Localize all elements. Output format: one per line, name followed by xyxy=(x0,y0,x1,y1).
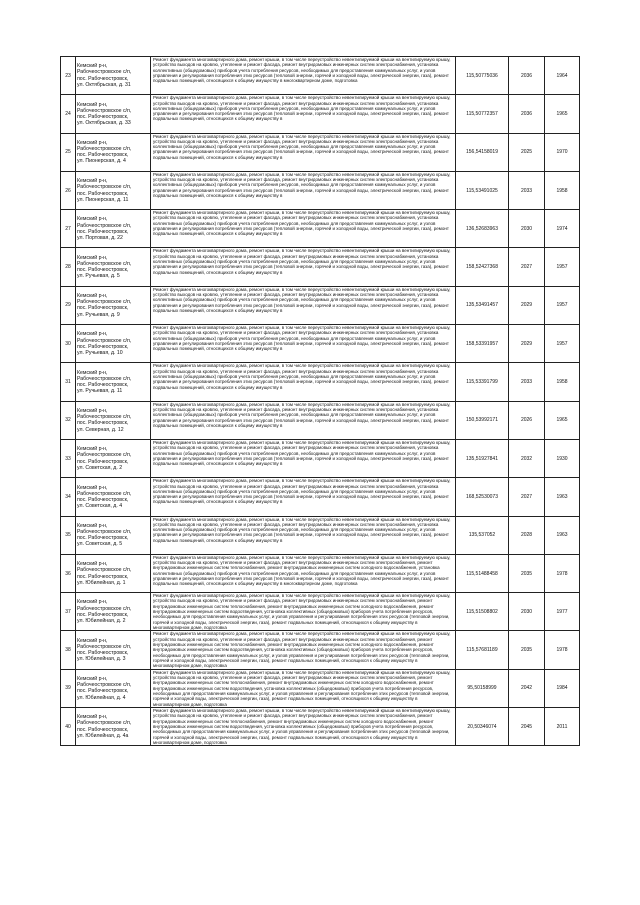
cost-cell: 135,537052 xyxy=(456,516,509,554)
address-cell: Кемский р-н, Рабочеостровское с/п, пос. Рабочеостровск, ул. Пионерская, д. 4 xyxy=(76,133,151,171)
planned-year-cell: 2029 xyxy=(509,286,545,324)
document-page xyxy=(60,56,580,746)
address-cell: Кемский р-н, Рабочеостровское с/п, пос. Рабочеостровск, ул. Советская, д. 5 xyxy=(76,516,151,554)
built-year-cell: 1970 xyxy=(545,133,580,171)
row-number-cell: 38 xyxy=(61,631,76,669)
row-number-cell: 32 xyxy=(61,401,76,439)
works-text: Ремонт фундамента многоквартирного дома, ремонт крыши, в том числе переустройство невентилируемой крыши на вентилируемую крышу, устройство выходов на кровлю, утепление и ремонт фасада, ремонт внутридомовых инженерных систем электроснабжения, ремонт внутридомовых инженерных систем теплоснабжения, ремонт внутридомовых инженерных систем холодного водоснабжения, ремонт внутридомовых инженерных систем водоотведения, установка коллективных (общедомовых) приборов учета потребления ресурсов, необходимых для предоставления коммунальных услуг, и узлов управления и регулирования потребления этих ресурсов (тепловой энергии, горячей и холодной воды, электрической энергии, газа), ремонт подвальных помещений, относящихся к общему имуществу в многоквартирном доме, подготовка xyxy=(153,593,451,630)
capital-repair-table xyxy=(60,56,580,746)
works-cell xyxy=(151,133,456,171)
works-text: Ремонт фундамента многоквартирного дома, ремонт крыши, в том числе переустройство невентилируемой крыши на вентилируемую крышу, устройство выходов на кровлю, утепление и ремонт фасада, ремонт внутридомовых инженерных систем электроснабжения, установка коллективных (общедомовых) приборов учета потребления ресурсов, необходимых для предоставления коммунальных услуг, и узлов управления и регулирования потребления этих ресурсов (тепловой энергии, горячей и холодной воды, электрической энергии, газа), ремонт подвальных помещений, относящихся к общему имуществу в xyxy=(153,248,451,275)
row-number-cell: 39 xyxy=(61,669,76,707)
works-text: Ремонт фундамента многоквартирного дома, ремонт крыши, в том числе переустройство невентилируемой крыши на вентилируемую крышу, устройство выходов на кровлю, утепление и ремонт фасада, ремонт внутридомовых инженерных систем электроснабжения, установка коллективных (общедомовых) приборов учета потребления ресурсов, необходимых для предоставления коммунальных услуг, и узлов управления и регулирования потребления этих ресурсов (тепловой энергии, горячей и холодной воды, электрической энергии, газа), ремонт подвальных помещений, относящихся к общему имуществу в xyxy=(153,363,451,390)
address-cell: Кемский р-н, Рабочеостровское с/п, пос. Рабочеостровск, ул. Юбилейная, д. 1 xyxy=(76,554,151,592)
works-text: Ремонт фундамента многоквартирного дома, ремонт крыши, в том числе переустройство невентилируемой крыши на вентилируемую крышу, устройство выходов на кровлю, утепление и ремонт фасада, ремонт внутридомовых инженерных систем электроснабжения, установка коллективных (общедомовых) приборов учета потребления ресурсов, необходимых для предоставления коммунальных услуг, и узлов управления и регулирования потребления этих ресурсов (тепловой энергии, горячей и холодной воды, электрической энергии, газа), ремонт подвальных помещений, относящихся к общему имуществу в xyxy=(153,401,451,428)
table-row xyxy=(61,593,580,631)
cost-cell: 115,57681189 xyxy=(456,631,509,669)
row-number-cell: 31 xyxy=(61,363,76,401)
planned-year-cell: 2028 xyxy=(509,516,545,554)
works-text: Ремонт фундамента многоквартирного дома, ремонт крыши, в том числе переустройство невентилируемой крыши на вентилируемую крышу, устройство выходов на кровлю, утепление и ремонт фасада, ремонт внутридомовых инженерных систем электроснабжения, ремонт внутридомовых инженерных систем теплоснабжения, ремонт внутридомовых инженерных систем холодного водоснабжения, ремонт внутридомовых инженерных систем водоотведения, установка коллективных (общедомовых) приборов учета потребления ресурсов, необходимых для предоставления коммунальных услуг, и узлов управления и регулирования потребления этих ресурсов (тепловой энергии, горячей и холодной воды, электрической энергии, газа), ремонт подвальных помещений, относящихся к общему имуществу в многоквартирном доме, подготовка xyxy=(153,708,451,745)
address-cell: Кемский р-н, Рабочеостровское с/п, пос. Рабочеостровск, ул. Октябрьская, д. 33 xyxy=(76,95,151,133)
planned-year-cell: 2027 xyxy=(509,248,545,286)
works-cell xyxy=(151,708,456,746)
address-cell: Кемский р-н, Рабочеостровское с/п, пос. Рабочеостровск, ул. Юбилейная, д. 4 xyxy=(76,669,151,707)
works-text: Ремонт фундамента многоквартирного дома, ремонт крыши, в том числе переустройство невентилируемой крыши на вентилируемую крышу, устройство выходов на кровлю, утепление и ремонт фасада, ремонт внутридомовых инженерных систем электроснабжения, установка коллективных (общедомовых) приборов учета потребления ресурсов, необходимых для предоставления коммунальных услуг, и узлов управления и регулирования потребления этих ресурсов (тепловой энергии, горячей и холодной воды, электрической энергии, газа), ремонт подвальных помещений, относящихся к общему имуществу в xyxy=(153,95,451,122)
table-row xyxy=(61,133,580,171)
address-cell: Кемский р-н, Рабочеостровское с/п, пос. Рабочеостровск, ул. Юбилейная, д. 3 xyxy=(76,631,151,669)
planned-year-cell: 2042 xyxy=(509,669,545,707)
built-year-cell: 1977 xyxy=(545,593,580,631)
table-row xyxy=(61,669,580,707)
row-number-cell: 26 xyxy=(61,171,76,209)
row-number-cell: 27 xyxy=(61,210,76,248)
row-number-cell: 35 xyxy=(61,516,76,554)
planned-year-cell: 2029 xyxy=(509,325,545,363)
table-row xyxy=(61,631,580,669)
works-cell xyxy=(151,439,456,477)
address-cell: Кемский р-н, Рабочеостровское с/п, пос. Рабочеостровск, ул. Ручьевая, д. 11 xyxy=(76,363,151,401)
address-cell: Кемский р-н, Рабочеостровское с/п, пос. Рабочеостровск, ул. Октябрьская, д. 31 xyxy=(76,57,151,95)
built-year-cell: 2011 xyxy=(545,708,580,746)
table-row xyxy=(61,439,580,477)
planned-year-cell: 2026 xyxy=(509,401,545,439)
works-text: Ремонт фундамента многоквартирного дома, ремонт крыши, в том числе переустройство невентилируемой крыши на вентилируемую крышу, устройство выходов на кровлю, утепление и ремонт фасада, ремонт внутридомовых инженерных систем электроснабжения, ремонт внутридомовых инженерных систем теплоснабжения, ремонт внутридомовых инженерных систем холодного водоснабжения, ремонт внутридомовых инженерных систем водоотведения, установка коллективных (общедомовых) приборов учета потребления ресурсов, необходимых для предоставления коммунальных услуг, и узлов управления и регулирования потребления этих ресурсов (тепловой энергии, горячей и холодной воды, электрической энергии, газа), ремонт подвальных помещений, относящихся к общему имуществу в многоквартирном доме, подготовка xyxy=(153,631,451,669)
row-number-cell: 36 xyxy=(61,554,76,592)
built-year-cell: 1957 xyxy=(545,286,580,324)
works-text: Ремонт фундамента многоквартирного дома, ремонт крыши, в том числе переустройство невентилируемой крыши на вентилируемую крышу, устройство выходов на кровлю, утепление и ремонт фасада, ремонт внутридомовых инженерных систем электроснабжения, установка коллективных (общедомовых) приборов учета потребления ресурсов, необходимых для предоставления коммунальных услуг, и узлов управления и регулирования потребления этих ресурсов (тепловой энергии, горячей и холодной воды, электрической энергии, газа), ремонт подвальных помещений, относящихся к общему имуществу в xyxy=(153,478,451,505)
table-row xyxy=(61,325,580,363)
row-number-cell: 37 xyxy=(61,593,76,631)
planned-year-cell: 2036 xyxy=(509,57,545,95)
cost-cell: 156,54158019 xyxy=(456,133,509,171)
cost-cell: 158,52427368 xyxy=(456,248,509,286)
address-cell: Кемский р-н, Рабочеостровское с/п, пос. Рабочеостровск, ул. Пионерская, д. 11 xyxy=(76,171,151,209)
planned-year-cell: 2032 xyxy=(509,439,545,477)
cost-cell: 115,53491025 xyxy=(456,171,509,209)
planned-year-cell: 2030 xyxy=(509,210,545,248)
address-cell: Кемский р-н, Рабочеостровское с/п, пос. Рабочеостровск, ул. Советская, д. 4 xyxy=(76,478,151,516)
cost-cell: 20,50346074 xyxy=(456,708,509,746)
works-cell xyxy=(151,593,456,631)
works-text: Ремонт фундамента многоквартирного дома, ремонт крыши, в том числе переустройство невентилируемой крыши на вентилируемую крышу, устройство выходов на кровлю, утепление и ремонт фасада, ремонт внутридомовых инженерных систем электроснабжения, установка коллективных (общедомовых) приборов учета потребления ресурсов, необходимых для предоставления коммунальных услуг, и узлов управления и регулирования потребления этих ресурсов (тепловой энергии, горячей и холодной воды, электрической энергии, газа), ремонт подвальных помещений, относящихся к общему имуществу в xyxy=(153,325,451,352)
planned-year-cell: 2027 xyxy=(509,478,545,516)
planned-year-cell: 2035 xyxy=(509,554,545,592)
planned-year-cell: 2035 xyxy=(509,631,545,669)
works-cell xyxy=(151,363,456,401)
works-cell xyxy=(151,248,456,286)
table-row xyxy=(61,363,580,401)
built-year-cell: 1958 xyxy=(545,171,580,209)
address-cell: Кемский р-н, Рабочеостровское с/п, пос. Рабочеостровск, ул. Ручьевая, д. 9 xyxy=(76,286,151,324)
works-text: Ремонт фундамента многоквартирного дома, ремонт крыши, в том числе переустройство невентилируемой крыши на вентилируемую крышу, устройство выходов на кровлю, утепление и ремонт фасада, ремонт внутридомовых инженерных систем электроснабжения, установка коллективных (общедомовых) приборов учета потребления ресурсов, необходимых для предоставления коммунальных услуг, и узлов управления и регулирования потребления этих ресурсов (тепловой энергии, горячей и холодной воды, электрической энергии, газа), ремонт подвальных помещений, относящихся к общему имуществу в xyxy=(153,133,451,160)
row-number-cell: 29 xyxy=(61,286,76,324)
built-year-cell: 1965 xyxy=(545,95,580,133)
cost-cell: 95,50158999 xyxy=(456,669,509,707)
works-text: Ремонт фундамента многоквартирного дома, ремонт крыши, в том числе переустройство невентилируемой крыши на вентилируемую крышу, устройство выходов на кровлю, утепление и ремонт фасада, ремонт внутридомовых инженерных систем электроснабжения, ремонт внутридомовых инженерных систем теплоснабжения, ремонт внутридомовых инженерных систем холодного водоснабжения, ремонт внутридомовых инженерных систем водоотведения, установка коллективных (общедомовых) приборов учета потребления ресурсов, необходимых для предоставления коммунальных услуг, и узлов управления и регулирования потребления этих ресурсов (тепловой энергии, горячей и холодной воды, электрической энергии, газа), ремонт подвальных помещений, относящихся к общему имуществу в многоквартирном доме, подготовка xyxy=(153,669,451,707)
row-number-cell: 28 xyxy=(61,248,76,286)
table-row xyxy=(61,57,580,95)
works-cell xyxy=(151,95,456,133)
works-text: Ремонт фундамента многоквартирного дома, ремонт крыши, в том числе переустройство невентилируемой крыши на вентилируемую крышу, устройство выходов на кровлю, утепление и ремонт фасада, ремонт внутридомовых инженерных систем электроснабжения, установка коллективных (общедомовых) приборов учета потребления ресурсов, необходимых для предоставления коммунальных услуг, и узлов управления и регулирования потребления этих ресурсов (тепловой энергии, горячей и холодной воды, электрической энергии, газа), ремонт подвальных помещений, относящихся к общему имуществу в xyxy=(153,439,451,467)
table-row xyxy=(61,478,580,516)
built-year-cell: 1930 xyxy=(545,439,580,477)
built-year-cell: 1963 xyxy=(545,478,580,516)
table-row xyxy=(61,708,580,746)
works-cell xyxy=(151,631,456,669)
row-number-cell: 24 xyxy=(61,95,76,133)
address-cell: Кемский р-н, Рабочеостровское с/п, пос. Рабочеостровск, ул. Юбилейная, д. 4а xyxy=(76,708,151,746)
works-cell xyxy=(151,57,456,95)
row-number-cell: 25 xyxy=(61,133,76,171)
cost-cell: 115,50772357 xyxy=(456,95,509,133)
works-text: Ремонт фундамента многоквартирного дома, ремонт крыши, в том числе переустройство невентилируемой крыши на вентилируемую крышу, устройство выходов на кровлю, утепление и ремонт фасада, ремонт внутридомовых инженерных систем электроснабжения, ремонт внутридомовых инженерных систем теплоснабжения, ремонт внутридомовых инженерных систем холодного водоснабжения, установка коллективных (общедомовых) приборов учета потребления ресурсов, необходимых для предоставления коммунальных услуг, и узлов управления и регулирования потребления этих ресурсов (тепловой энергии, горячей и холодной воды, электрической энергии, газа), ремонт подвальных помещений, относящихся к общему имуществу в многоквартирном доме, подготовка xyxy=(153,554,451,587)
row-number-cell: 23 xyxy=(61,57,76,95)
row-number-cell: 34 xyxy=(61,478,76,516)
address-cell: Кемский р-н, Рабочеостровское с/п, пос. Рабочеостровск, ул. Советская, д. 2 xyxy=(76,439,151,477)
address-cell: Кемский р-н, Рабочеостровское с/п, пос. Рабочеостровск, ул. Северная, д. 12 xyxy=(76,401,151,439)
row-number-cell: 30 xyxy=(61,325,76,363)
works-cell xyxy=(151,554,456,592)
works-text: Ремонт фундамента многоквартирного дома, ремонт крыши, в том числе переустройство невентилируемой крыши на вентилируемую крышу, устройство выходов на кровлю, утепление и ремонт фасада, ремонт внутридомовых инженерных систем электроснабжения, установка коллективных (общедомовых) приборов учета потребления ресурсов, необходимых для предоставления коммунальных услуг, и узлов управления и регулирования потребления этих ресурсов (тепловой энергии, горячей и холодной воды, электрической энергии, газа), ремонт подвальных помещений, относящихся к общему имуществу в xyxy=(153,210,451,237)
table-row xyxy=(61,95,580,133)
planned-year-cell: 2033 xyxy=(509,171,545,209)
built-year-cell: 1965 xyxy=(545,401,580,439)
works-cell xyxy=(151,478,456,516)
table-row xyxy=(61,286,580,324)
built-year-cell: 1958 xyxy=(545,363,580,401)
built-year-cell: 1974 xyxy=(545,210,580,248)
works-cell xyxy=(151,171,456,209)
table-body xyxy=(61,57,580,746)
built-year-cell: 1963 xyxy=(545,516,580,554)
built-year-cell: 1978 xyxy=(545,554,580,592)
cost-cell: 115,50775036 xyxy=(456,57,509,95)
built-year-cell: 1978 xyxy=(545,631,580,669)
planned-year-cell: 2045 xyxy=(509,708,545,746)
cost-cell: 158,53391957 xyxy=(456,325,509,363)
works-cell xyxy=(151,669,456,707)
cost-cell: 168,52530073 xyxy=(456,478,509,516)
cost-cell: 150,53992171 xyxy=(456,401,509,439)
built-year-cell: 1964 xyxy=(545,57,580,95)
planned-year-cell: 2030 xyxy=(509,593,545,631)
table-row xyxy=(61,171,580,209)
works-cell xyxy=(151,286,456,324)
planned-year-cell: 2025 xyxy=(509,133,545,171)
address-cell: Кемский р-н, Рабочеостровское с/п, пос. Рабочеостровск, ул. Юбилейная, д. 2 xyxy=(76,593,151,631)
works-cell xyxy=(151,325,456,363)
row-number-cell: 40 xyxy=(61,708,76,746)
table-row xyxy=(61,554,580,592)
planned-year-cell: 2036 xyxy=(509,95,545,133)
cost-cell: 135,53491457 xyxy=(456,286,509,324)
works-cell xyxy=(151,210,456,248)
table-row xyxy=(61,401,580,439)
works-cell xyxy=(151,516,456,554)
cost-cell: 115,51508802 xyxy=(456,593,509,631)
built-year-cell: 1957 xyxy=(545,325,580,363)
address-cell: Кемский р-н, Рабочеостровское с/п, пос. Рабочеостровск, ул. Ручьевая, д. 5 xyxy=(76,248,151,286)
row-number-cell: 33 xyxy=(61,439,76,477)
cost-cell: 115,51488458 xyxy=(456,554,509,592)
planned-year-cell: 2033 xyxy=(509,363,545,401)
works-cell xyxy=(151,401,456,439)
works-text: Ремонт фундамента многоквартирного дома, ремонт крыши, в том числе переустройство невентилируемой крыши на вентилируемую крышу, устройство выходов на кровлю, утепление и ремонт фасада, ремонт внутридомовых инженерных систем электроснабжения, установка коллективных (общедомовых) приборов учета потребления ресурсов, необходимых для предоставления коммунальных услуг, и узлов управления и регулирования потребления этих ресурсов (тепловой энергии, горячей и холодной воды, электрической энергии, газа), ремонт подвальных помещений, относящихся к общему имуществу в xyxy=(153,171,451,199)
table-row xyxy=(61,210,580,248)
cost-cell: 136,52683963 xyxy=(456,210,509,248)
cost-cell: 135,51927841 xyxy=(456,439,509,477)
address-cell: Кемский р-н, Рабочеостровское с/п, пос. Рабочеостровск, ул. Портовая, д. 22 xyxy=(76,210,151,248)
table-row xyxy=(61,516,580,554)
works-text: Ремонт фундамента многоквартирного дома, ремонт крыши, в том числе переустройство невентилируемой крыши на вентилируемую крышу, устройство выходов на кровлю, утепление и ремонт фасада, ремонт внутридомовых инженерных систем электроснабжения, установка коллективных (общедомовых) приборов учета потребления ресурсов, необходимых для предоставления коммунальных услуг, и узлов управления и регулирования потребления этих ресурсов (тепловой энергии, горячей и холодной воды, электрической энергии, газа), ремонт подвальных помещений, относящихся к общему имуществу в многоквартирном доме, подготовка xyxy=(153,57,451,84)
built-year-cell: 1957 xyxy=(545,248,580,286)
works-text: Ремонт фундамента многоквартирного дома, ремонт крыши, в том числе переустройство невентилируемой крыши на вентилируемую крышу, устройство выходов на кровлю, утепление и ремонт фасада, ремонт внутридомовых инженерных систем электроснабжения, установка коллективных (общедомовых) приборов учета потребления ресурсов, необходимых для предоставления коммунальных услуг, и узлов управления и регулирования потребления этих ресурсов (тепловой энергии, горячей и холодной воды, электрической энергии, газа), ремонт подвальных помещений, относящихся к общему имуществу в xyxy=(153,516,451,543)
works-text: Ремонт фундамента многоквартирного дома, ремонт крыши, в том числе переустройство невентилируемой крыши на вентилируемую крышу, устройство выходов на кровлю, утепление и ремонт фасада, ремонт внутридомовых инженерных систем электроснабжения, установка коллективных (общедомовых) приборов учета потребления ресурсов, необходимых для предоставления коммунальных услуг, и узлов управления и регулирования потребления этих ресурсов (тепловой энергии, горячей и холодной воды, электрической энергии, газа), ремонт подвальных помещений, относящихся к общему имуществу в xyxy=(153,286,451,313)
address-cell: Кемский р-н, Рабочеостровское с/п, пос. Рабочеостровск, ул. Ручьевая, д. 10 xyxy=(76,325,151,363)
cost-cell: 115,53391799 xyxy=(456,363,509,401)
built-year-cell: 1984 xyxy=(545,669,580,707)
table-row xyxy=(61,248,580,286)
